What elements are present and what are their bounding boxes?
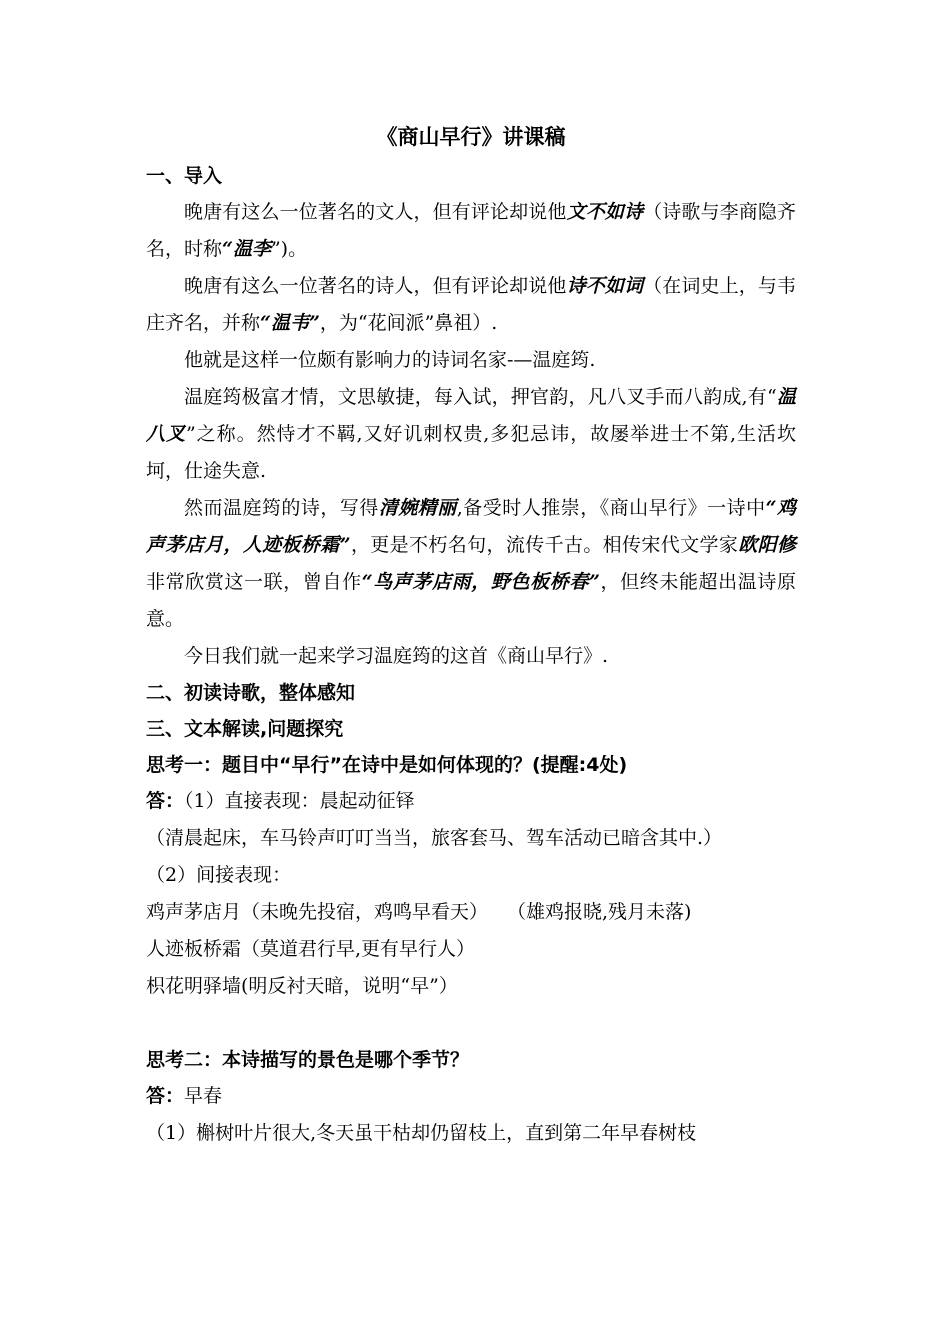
text-run: ”之称。然恃才不羁,又好讥刺权贵,多犯忌讳，故屡举进士不第,生活坎坷，仕途失意. (146, 423, 796, 482)
text-run: 晚唐有这么一位著名的文人，但有评论却说他 (184, 201, 567, 223)
section-heading-analysis: 三、文本解读,问题探究 (146, 718, 344, 740)
text-run: 晚唐有这么一位著名的诗人，但有评论却说他 (184, 275, 567, 297)
question-2: 思考二：本诗描写的景色是哪个季节？ (146, 1049, 470, 1071)
document-page (146, 118, 796, 1152)
section-heading-intro: 一、导入 (146, 165, 223, 187)
answer-label: 答： (146, 1085, 185, 1107)
answer-1 (146, 783, 796, 820)
text-run: ，更是不朽名句，流传千古。相传宋代文学家 (350, 534, 739, 556)
answer-label: 答： (146, 790, 185, 812)
text-run: ”)。 (270, 238, 308, 260)
text-run: 非常欣赏这一联，曾自作 (146, 571, 362, 593)
emphasis-text: 清婉精丽 (378, 497, 457, 519)
paragraph-4 (146, 379, 796, 490)
text-run: 然而温庭筠的诗，写得 (184, 497, 379, 519)
answer-1-sub: （2）间接表现： (146, 864, 292, 886)
emphasis-text: “温李 (222, 238, 271, 260)
paragraph-6: 今日我们就一起来学习温庭筠的这首《商山早行》. (184, 645, 609, 667)
emphasis-text: 欧阳修 (738, 534, 796, 556)
answer-1-note: （清晨起床，车马铃声叮叮当当，旅客套马、驾车活动已暗含其中.） (146, 827, 723, 849)
emphasis-text: “温韦” (260, 312, 320, 334)
answer-text: （1）直接表现：晨起动征铎 (184, 790, 415, 812)
answer-1-line-3: 枳花明驿墙(明反衬天暗，说明“早”） (146, 975, 458, 997)
paragraph-3: 他就是这样一位颇有影响力的诗词名家-—温庭筠. (184, 349, 596, 371)
text-run: ，但终未能超出温诗原意。 (146, 571, 796, 630)
emphasis-text: 诗不如词 (566, 275, 644, 297)
emphasis-text: 温八叉 (146, 386, 796, 445)
emphasis-text: “鸡声茅店月，人迹板桥霜” (146, 497, 796, 556)
question-1: 思考一：题目中“早行”在诗中是如何体现的？(提醒:4处) (146, 754, 628, 776)
answer-text: 早春 (184, 1085, 223, 1107)
text-run: ,备受时人推崇，《商山早行》一诗中 (456, 497, 766, 519)
text-run: 温庭筠极富才情，文思敏捷，每入试，押官韵，凡八叉手而八韵成,有“ (184, 386, 777, 408)
answer-2-line-1: （1）槲树叶片很大,冬天虽干枯却仍留枝上，直到第二年早春树枝 (146, 1122, 697, 1144)
section-heading-reading: 二、初读诗歌，整体感知 (146, 682, 356, 704)
text-run: （诗歌与李商隐齐名，时称 (146, 201, 796, 260)
answer-1-line-2: 人迹板桥霜（莫道君行早,更有早行人） (146, 938, 476, 960)
paragraph-5 (146, 490, 796, 638)
emphasis-text: 文不如诗 (566, 201, 644, 223)
spacer (146, 1005, 796, 1042)
emphasis-text: “鸟声茅店雨，野色板桥春” (361, 571, 600, 593)
text-run: （在词史上，与韦庄齐名，并称 (146, 275, 796, 334)
page-title: 《商山早行》讲课稿 (376, 125, 566, 149)
answer-2 (146, 1078, 796, 1115)
paragraph-1 (146, 194, 796, 268)
answer-1-line-1: 鸡声茅店月（未晚先投宿，鸡鸣早看天） （雄鸡报晓,残月未落) (146, 901, 692, 923)
text-run: ，为“花间派”鼻祖）. (319, 312, 498, 334)
paragraph-2 (146, 268, 796, 342)
